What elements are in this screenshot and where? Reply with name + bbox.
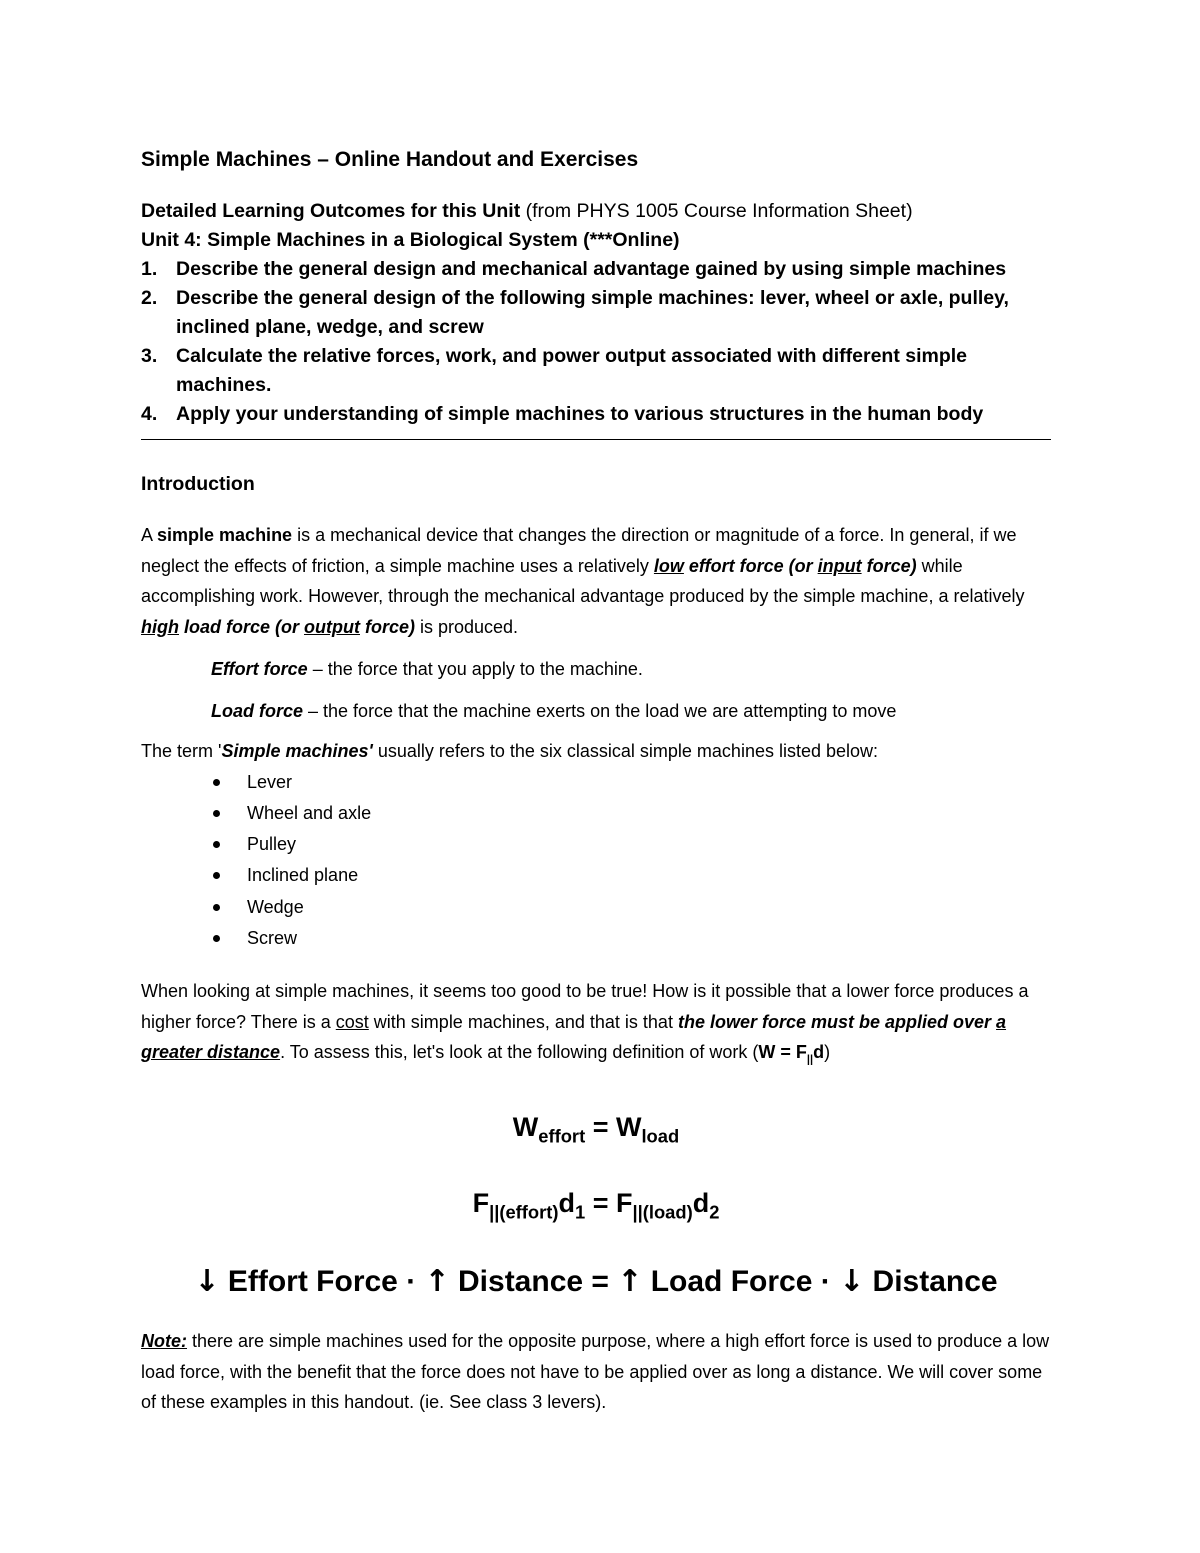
- list-item: [141, 400, 1050, 429]
- equation-term: d: [692, 1187, 710, 1218]
- emphasis-cost: cost: [335, 1011, 369, 1032]
- equation-work-balance: [141, 1109, 1051, 1154]
- list-item-number: 4.: [141, 403, 158, 425]
- learning-outcomes-heading: [141, 197, 1050, 226]
- equation-term: Load Force ·: [642, 1265, 840, 1299]
- equation-term: W: [512, 1112, 539, 1143]
- text-run: The term ': [141, 741, 222, 761]
- simple-machines-intro-line: [141, 736, 1050, 767]
- equation-subscript: ||(load): [632, 1201, 693, 1223]
- text-run: ): [824, 1042, 831, 1063]
- introduction-paragraph: [141, 520, 1050, 642]
- list-item-number: 1.: [141, 258, 158, 280]
- work-formula: W = F: [758, 1042, 807, 1063]
- emphasis-greater-distance: a greater distance: [141, 1011, 1007, 1063]
- list-item: [141, 798, 1050, 829]
- emphasis-high: high: [141, 616, 179, 637]
- text-run: is produced.: [415, 616, 519, 637]
- equation-term: = F: [585, 1187, 633, 1218]
- arrow-down-icon: ↓: [194, 1264, 220, 1300]
- text-run: with simple machines, and that is that: [368, 1011, 678, 1032]
- text-run: while accomplishing work. However, through the mechanical advantage produced by the simple machine, a relatively: [141, 555, 1025, 606]
- emphasis-force: force): [861, 555, 917, 576]
- text-run: .: [280, 1042, 286, 1063]
- simple-machine-term: simple machine: [157, 525, 293, 545]
- load-force-definition: [211, 696, 1050, 726]
- text-run: To assess this, let's look at the following definition of work (: [285, 1042, 759, 1063]
- machines-list: [141, 767, 1050, 955]
- equation-tradeoff: [141, 1262, 1051, 1302]
- bullet-icon: [213, 810, 220, 817]
- bullet-icon: [213, 779, 220, 786]
- load-force-text: – the force that the machine exerts on the load we are attempting to move: [303, 701, 897, 721]
- note-paragraph: [141, 1326, 1050, 1418]
- list-item-number: 3.: [141, 345, 158, 367]
- list-item: [141, 767, 1050, 798]
- learning-outcomes-list: [141, 255, 1050, 429]
- list-item-number: 2.: [141, 287, 158, 309]
- emphasis-force: force): [359, 616, 415, 637]
- text-run: A: [141, 525, 158, 545]
- note-label: Note:: [141, 1331, 187, 1352]
- equation-subscript: load: [641, 1125, 680, 1147]
- equation-subscript: effort: [538, 1125, 586, 1147]
- list-item: [141, 342, 1050, 400]
- equation-term: = W: [585, 1112, 642, 1143]
- bullet-icon: [213, 935, 220, 942]
- arrow-up-icon: ↑: [617, 1264, 643, 1300]
- emphasis-output: output: [304, 616, 360, 637]
- equation-subscript: 1: [574, 1201, 586, 1223]
- work-formula-subscript: ||: [806, 1053, 814, 1066]
- list-item-text: Pulley: [247, 834, 297, 855]
- work-paragraph: [141, 976, 1050, 1075]
- load-force-term: Load force: [211, 701, 304, 721]
- list-item-text: Calculate the relative forces, work, and power output associated with different simple machines.: [176, 345, 968, 396]
- list-item: [141, 255, 1050, 284]
- list-item-text: Apply your understanding of simple machines to various structures in the human body: [176, 403, 984, 425]
- equation-term: d: [558, 1187, 575, 1218]
- equation-force-distance: [141, 1185, 1051, 1230]
- note-text: there are simple machines used for the opposite purpose, where a high effort force is used to produce a low load force, with the benefit that the force does not have to be applied over as long a distance. We will cover some of these examples in this handout. (ie. See class 3 levers).: [141, 1331, 1050, 1413]
- list-item-text: Inclined plane: [247, 865, 359, 886]
- learning-outcomes-heading-bold: Detailed Learning Outcomes for this Unit: [141, 200, 521, 222]
- bullet-icon: [213, 904, 220, 911]
- effort-force-term: Effort force: [211, 659, 308, 679]
- list-item-text: Lever: [247, 771, 293, 792]
- bullet-icon: [213, 872, 220, 879]
- text-run: is a mechanical device that changes the direction or magnitude of a force. In general, if we neglect the effects of friction, a simple machine uses a relatively: [141, 525, 1017, 576]
- list-item: [141, 860, 1050, 891]
- text-run: usually refers to the six classical simple machines listed below:: [372, 741, 879, 761]
- bullet-icon: [213, 841, 220, 848]
- text-run: When looking at simple machines, it seems too good to be true! How is it possible that a lower force produces a higher force? There is a: [141, 981, 1029, 1032]
- unit-heading: Unit 4: Simple Machines in a Biological System (***Online): [141, 229, 680, 251]
- arrow-down-icon: ↓: [839, 1264, 865, 1300]
- simple-machines-term: Simple machines': [221, 741, 373, 761]
- equation-term: Effort Force ·: [219, 1265, 425, 1299]
- list-item-text: Screw: [247, 927, 298, 948]
- equation-term: Distance: [864, 1265, 998, 1299]
- emphasis-low: low: [653, 555, 684, 576]
- horizontal-divider: [141, 439, 1051, 440]
- equation-subscript: 2: [709, 1201, 720, 1223]
- list-item-text: Wedge: [247, 896, 304, 917]
- list-item-text: Describe the general design of the following simple machines: lever, wheel or axle, pulley, inclined plane, wedge, and screw: [176, 287, 1009, 338]
- effort-force-text: – the force that you apply to the machine.: [307, 659, 643, 679]
- list-item: [141, 829, 1050, 860]
- emphasis-input: input: [817, 555, 862, 576]
- arrow-up-icon: ↑: [424, 1264, 450, 1300]
- equation-term: F: [472, 1187, 490, 1218]
- list-item: [141, 892, 1050, 923]
- list-item-text: Wheel and axle: [247, 802, 372, 823]
- list-item: [141, 923, 1050, 954]
- learning-outcomes-heading-source: (from PHYS 1005 Course Information Sheet): [520, 200, 913, 222]
- introduction-heading: Introduction: [141, 473, 255, 495]
- equation-term: Distance =: [449, 1265, 618, 1299]
- document-title: Simple Machines – Online Handout and Exercises: [141, 148, 639, 171]
- emphasis-effort-force: effort force (or: [683, 555, 818, 576]
- effort-force-definition: [211, 654, 1050, 684]
- emphasis-lower-force: the lower force must be applied over: [677, 1011, 997, 1032]
- list-item-text: Describe the general design and mechanical advantage gained by using simple machines: [176, 258, 1007, 280]
- list-item: [141, 284, 1050, 342]
- work-formula-d: d: [813, 1042, 825, 1063]
- equation-subscript: ||(effort): [489, 1201, 559, 1223]
- emphasis-load-force: load force (or: [179, 616, 305, 637]
